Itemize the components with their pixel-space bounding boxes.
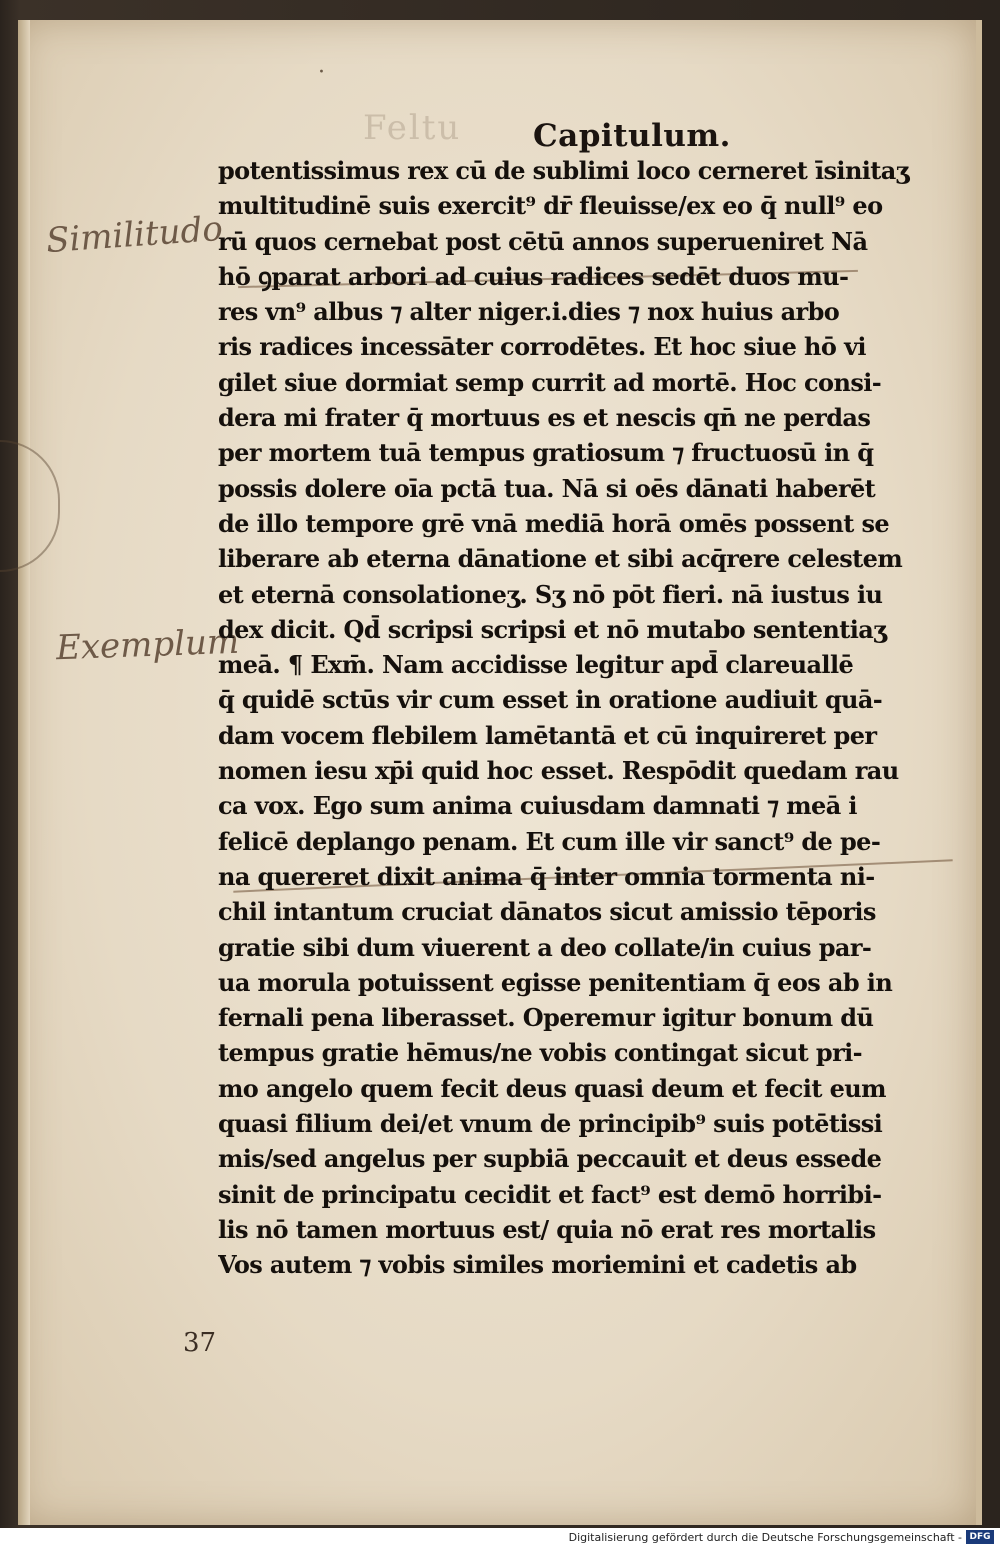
text-line: fernali pena liberasset. Operemur igitur bonum dū: [218, 1003, 874, 1033]
text-line: multitudinē suis exercit⁹ dr̄ fleuisse/ex eo q̄ null⁹ eo: [218, 191, 883, 221]
text-line: res vn⁹ albus ⁊ alter niger.i.dies ⁊ nox huius arbo: [218, 297, 840, 327]
text-line: de illo tempore grē vnā mediā horā omēs possent se: [218, 508, 890, 538]
text-line: quasi filium dei/et vnum de principib⁹ suis potētissi: [218, 1109, 883, 1139]
page-edge: [18, 20, 30, 1525]
text-line: na quereret dixit anima q̄ inter omnia tormenta ni-: [218, 861, 875, 891]
text-line: lis nō tamen mortuus est/ quia nō erat res mortalis: [218, 1214, 876, 1244]
margin-note-similitudo: Similitudo: [44, 208, 225, 262]
book-page: [18, 20, 982, 1525]
text-line: q̄ quidē sctūs vir cum esset in oratione audiuit quā-: [218, 685, 883, 715]
text-line: ris radices incessāter corrodētes. Et hoc siue hō vi: [218, 332, 866, 362]
text-line: dex dicit. Qd̄ scripsi scripsi et nō mutabo sententiaʒ: [218, 614, 887, 644]
text-line: gilet siue dormiat semp currit ad mortē. Hoc consi-: [218, 367, 882, 397]
text-line: meā. ¶ Exm̄. Nam accidisse legitur apd̄ clareuallē: [218, 650, 854, 680]
clasp-impression: [0, 440, 60, 572]
dfg-logo: DFG: [966, 1530, 994, 1544]
chapter-heading: Capitulum.: [533, 118, 731, 154]
margin-note-exemplum: Exemplum: [55, 621, 240, 669]
text-line: sinit de principatu cecidit et fact⁹ est demō horribi-: [218, 1179, 882, 1209]
text-line: ca vox. Ego sum anima cuiusdam damnati ⁊ meā i: [218, 791, 857, 821]
text-line: Vos autem ⁊ vobis similes moriemini et cadetis ab: [218, 1250, 857, 1280]
text-line: mis/sed angelus per supbiā peccauit et deus essede: [218, 1144, 882, 1174]
text-line: rū quos cernebat post cētū annos superueniret Nā: [218, 226, 868, 256]
text-line: possis dolere oīa pctā tua. Nā si oēs dānati haberēt: [218, 473, 876, 503]
text-line: potentissimus rex cū de sublimi loco cerneret īsinitaʒ: [218, 156, 909, 185]
body-text: [218, 153, 963, 1283]
show-through-heading: Feltu: [363, 108, 462, 148]
text-line: per mortem tuā tempus gratiosum ⁊ fructuosū in q̄: [218, 438, 874, 468]
text-line: ua morula potuissent egisse penitentiam q̄ eos ab in: [218, 967, 893, 997]
text-line: tempus gratie hēmus/ne vobis contingat sicut pri-: [218, 1038, 863, 1068]
text-line: dera mi frater q̄ mortuus es et nescis qn̄ ne perdas: [218, 403, 871, 433]
footer-credit: Digitalisierung gefördert durch die Deutsche Forschungsgemeinschaft -: [568, 1531, 962, 1544]
text-line: liberare ab eterna dānatione et sibi acq̄rere celestem: [218, 544, 903, 574]
text-line: mo angelo quem fecit deus quasi deum et fecit eum: [218, 1073, 886, 1103]
text-line: dam vocem flebilem lamētantā et cū inquireret per: [218, 720, 877, 750]
text-line: gratie sibi dum viuerent a deo collate/in cuius par-: [218, 932, 872, 962]
signature-mark: 37: [183, 1328, 217, 1358]
ink-dot: ·: [318, 60, 325, 85]
text-line: et eternā consolationeʒ. Sʒ nō pōt fieri. nā iustus iu: [218, 579, 883, 609]
text-line: nomen iesu xp̄i quid hoc esset. Respōdit quedam rau: [218, 756, 899, 786]
text-line: hō ꝯparat arbori ad cuius radices sedēt duos mu-: [218, 261, 849, 291]
text-line: felicē deplango penam. Et cum ille vir sanct⁹ de pe-: [218, 826, 881, 856]
text-line: chil intantum cruciat dānatos sicut amissio tēporis: [218, 897, 876, 927]
